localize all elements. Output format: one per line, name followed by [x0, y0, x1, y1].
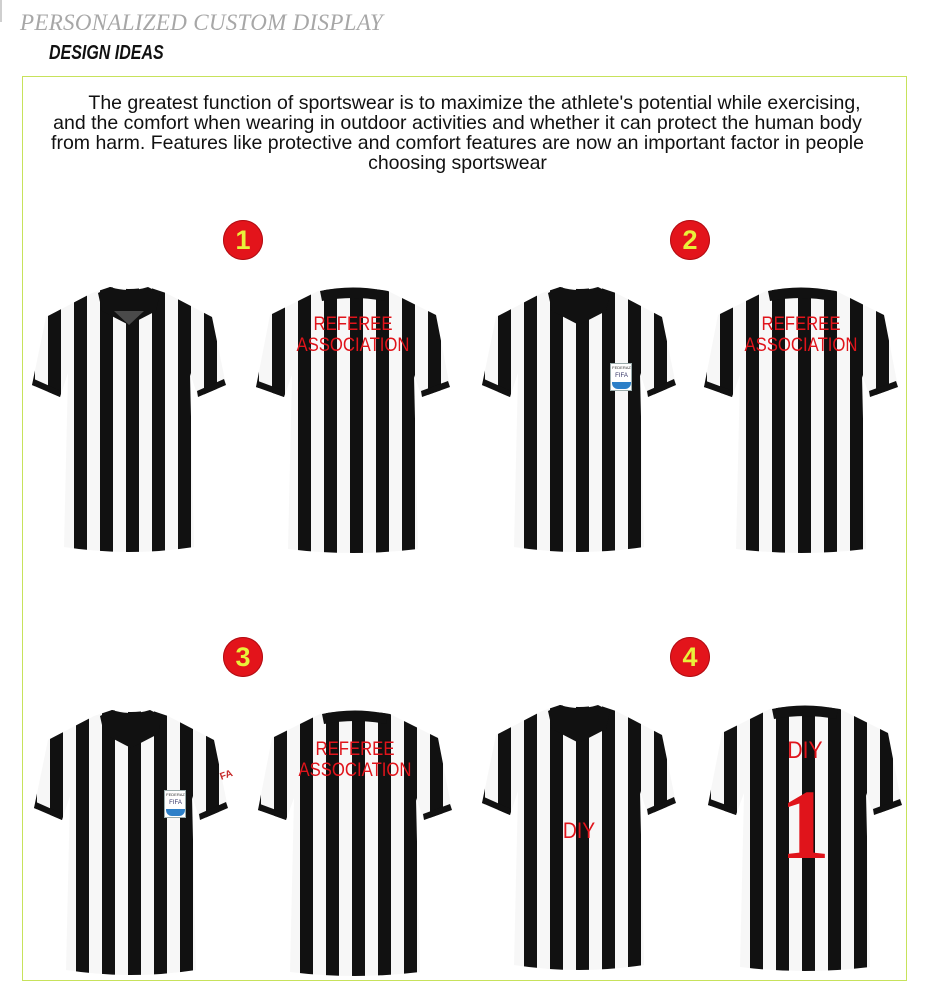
option-badge-3: 3: [223, 637, 263, 677]
print-diy-front: DIY: [562, 818, 596, 843]
print-referee-line2: ASSOCIATION: [298, 760, 412, 781]
intro-paragraph: The greatest function of sportswear is to maximize the athlete's potential while exercising, and the comfort when wearing in outdoor activities and whether it can protect the human body from harm. Features like protective and comfort features are now an important factor in people choosing sportswear: [51, 92, 864, 174]
shirt-front-option-2: [472, 285, 686, 565]
shirt-front-option-3: [24, 708, 238, 988]
patch-mid-text: FIFA: [615, 373, 628, 379]
shirt-back-option-1: [246, 285, 460, 565]
print-referee-line1: REFEREE: [761, 314, 841, 335]
section-subtitle: DESIGN IDEAS: [49, 42, 164, 64]
fifa-patch: [610, 363, 632, 391]
option-badge-1: 1: [223, 220, 263, 260]
shirt-front-option-4: [472, 703, 686, 983]
shirt-back-option-2: [694, 285, 908, 565]
option-badge-4: 4: [670, 637, 710, 677]
corner-mark: [0, 0, 2, 22]
page-title: PERSONALIZED CUSTOM DISPLAY: [20, 10, 383, 35]
print-referee-line2: ASSOCIATION: [296, 335, 410, 356]
patch-shield: [166, 809, 185, 816]
option-badge-2: 2: [670, 220, 710, 260]
print-diy-back: DIY: [787, 737, 823, 764]
shirt-front-option-1: [22, 285, 236, 565]
patch-top-text: FEDERAZ: [612, 365, 631, 370]
sleeve-logo: FA: [218, 768, 235, 783]
patch-top-text: FEDERAZ: [166, 792, 185, 797]
patch-mid-text: FIFA: [169, 800, 182, 806]
print-back-number: 1: [780, 769, 830, 880]
shirt-back-option-3: [248, 708, 462, 988]
shirt-back-option-4: [698, 703, 912, 983]
print-referee-line1: REFEREE: [315, 739, 395, 760]
print-referee-line2: ASSOCIATION: [744, 335, 858, 356]
print-referee-line1: REFEREE: [313, 314, 393, 335]
patch-shield: [612, 382, 631, 389]
fifa-patch: [164, 790, 186, 818]
